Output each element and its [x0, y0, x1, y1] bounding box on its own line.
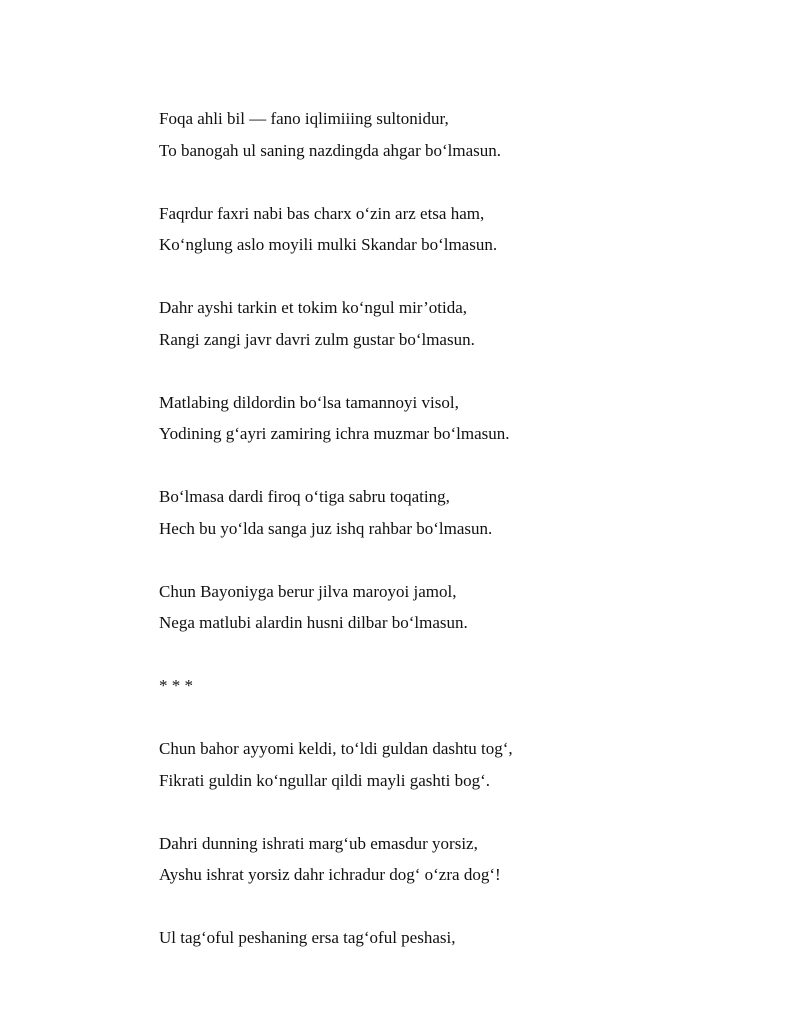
stanza — [159, 103, 759, 166]
stanza — [159, 828, 759, 891]
verse-line: Dahri dunning ishrati marg‘ub emasdur yorsiz, — [159, 833, 478, 853]
verse-line: Ko‘nglung aslo moyili mulki Skandar bo‘lmasun. — [159, 235, 498, 254]
verse-line: Matlabing dildordin bo‘lsa tamannoyi visol, — [159, 392, 459, 412]
stanza — [159, 576, 759, 639]
verse-line: Rangi zangi javr davri zulm gustar bo‘lmasun. — [159, 329, 475, 349]
stanza — [159, 292, 759, 355]
stanza — [159, 733, 759, 796]
verse-line: Chun bahor ayyomi keldi, to‘ldi guldan dashtu tog‘, — [159, 739, 513, 758]
verse-line: Ul tag‘oful peshaning ersa tag‘oful peshasi, — [159, 928, 456, 947]
section-separator: * * * — [159, 676, 193, 695]
verse-line: Ayshu ishrat yorsiz dahr ichradur dog‘ o‘zra dog‘! — [159, 865, 501, 884]
verse-line: Chun Bayoniyga berur jilva maroyoi jamol, — [159, 581, 457, 601]
verse-line: Dahr ayshi tarkin et tokim ko‘ngul mir’otida, — [159, 298, 467, 317]
verse-line: Bo‘lmasa dardi firoq o‘tiga sabru toqating, — [159, 487, 450, 506]
verse-line: Foqa ahli bil — fano iqlimiiing sultonidur, — [159, 109, 449, 128]
verse-line: To banogah ul saning nazdingda ahgar bo‘lmasun. — [159, 140, 502, 160]
stanza — [159, 198, 759, 261]
verse-line: Hech bu yo‘lda sanga juz ishq rahbar bo‘lmasun. — [159, 518, 493, 538]
verse-line: Nega matlubi alardin husni dilbar bo‘lmasun. — [159, 613, 468, 632]
verse-line: Fikrati guldin ko‘ngullar qildi mayli gashti bog‘. — [159, 770, 490, 790]
stanza — [159, 387, 759, 450]
stanza — [159, 481, 759, 544]
verse-line: Faqrdur faxri nabi bas charx o‘zin arz etsa ham, — [159, 203, 485, 223]
verse-line: Yodining g‘ayri zamiring ichra muzmar bo‘lmasun. — [159, 424, 510, 443]
stanza — [159, 922, 759, 954]
poem-text — [159, 103, 759, 985]
